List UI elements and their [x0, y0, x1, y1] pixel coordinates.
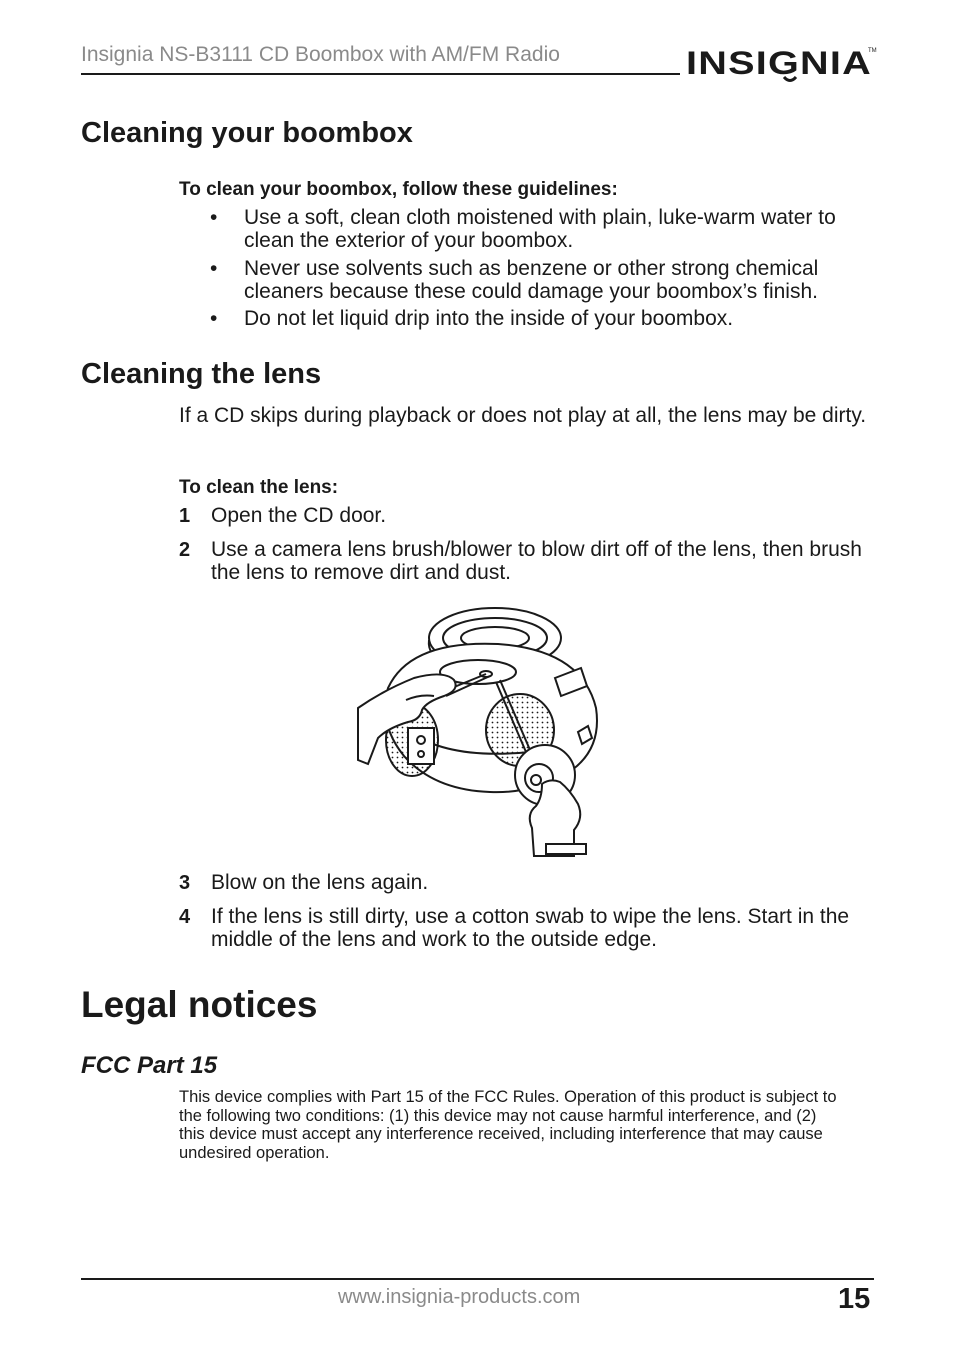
step-number: 3 [179, 872, 191, 894]
bullet-dot: • [210, 307, 218, 330]
header-title: Insignia NS-B3111 CD Boombox with AM/FM Radio [81, 43, 560, 66]
section-heading-cleaning-lens: Cleaning the lens [81, 358, 322, 390]
step-number: 4 [179, 906, 191, 928]
lens-intro-paragraph: If a CD skips during playback or does not play at all, the lens may be dirty. [179, 404, 867, 427]
svg-text:TM: TM [868, 48, 877, 54]
lead-clean-boombox: To clean your boombox, follow these guidelines: [179, 179, 618, 200]
boombox-lens-cleaning-illustration [350, 600, 606, 858]
bullet-item: Use a soft, clean cloth moistened with plain, luke-warm water to clean the exterior of your boombox. [244, 206, 836, 252]
step-text: If the lens is still dirty, use a cotton swab to wipe the lens. Start in the middle of the lens and work to the outside edge. [211, 905, 850, 951]
section-heading-cleaning-boombox: Cleaning your boombox [81, 117, 413, 149]
bullet-dot: • [210, 206, 218, 229]
svg-text:INSIGNIA: INSIGNIA [686, 45, 872, 81]
footer-rule [81, 1278, 874, 1280]
step-number: 2 [179, 539, 191, 561]
subheading-fcc-part-15: FCC Part 15 [81, 1052, 218, 1079]
step-text: Open the CD door. [211, 504, 387, 527]
insignia-logo [686, 40, 878, 88]
step-text: Blow on the lens again. [211, 871, 429, 894]
footer-url: www.insignia-products.com [338, 1286, 581, 1308]
bullet-item: Never use solvents such as benzene or other strong chemical cleaners because these could damage your boombox’s finish. [244, 257, 819, 303]
page-number: 15 [838, 1283, 871, 1315]
lead-clean-lens: To clean the lens: [179, 477, 339, 498]
fcc-paragraph: This device complies with Part 15 of the FCC Rules. Operation of this product is subject to the following two conditions: (1) this device may not cause harmful interference, and (2) this device must accept any interference received, including interference that may cause undesired operation. [179, 1088, 837, 1162]
bullet-item: Do not let liquid drip into the inside of your boombox. [244, 307, 734, 330]
header-rule [81, 73, 680, 75]
bullet-dot: • [210, 257, 218, 280]
section-heading-legal-notices: Legal notices [81, 984, 318, 1025]
step-text: Use a camera lens brush/blower to blow dirt off of the lens, then brush the lens to remove dirt and dust. [211, 538, 862, 584]
step-number: 1 [179, 505, 191, 527]
